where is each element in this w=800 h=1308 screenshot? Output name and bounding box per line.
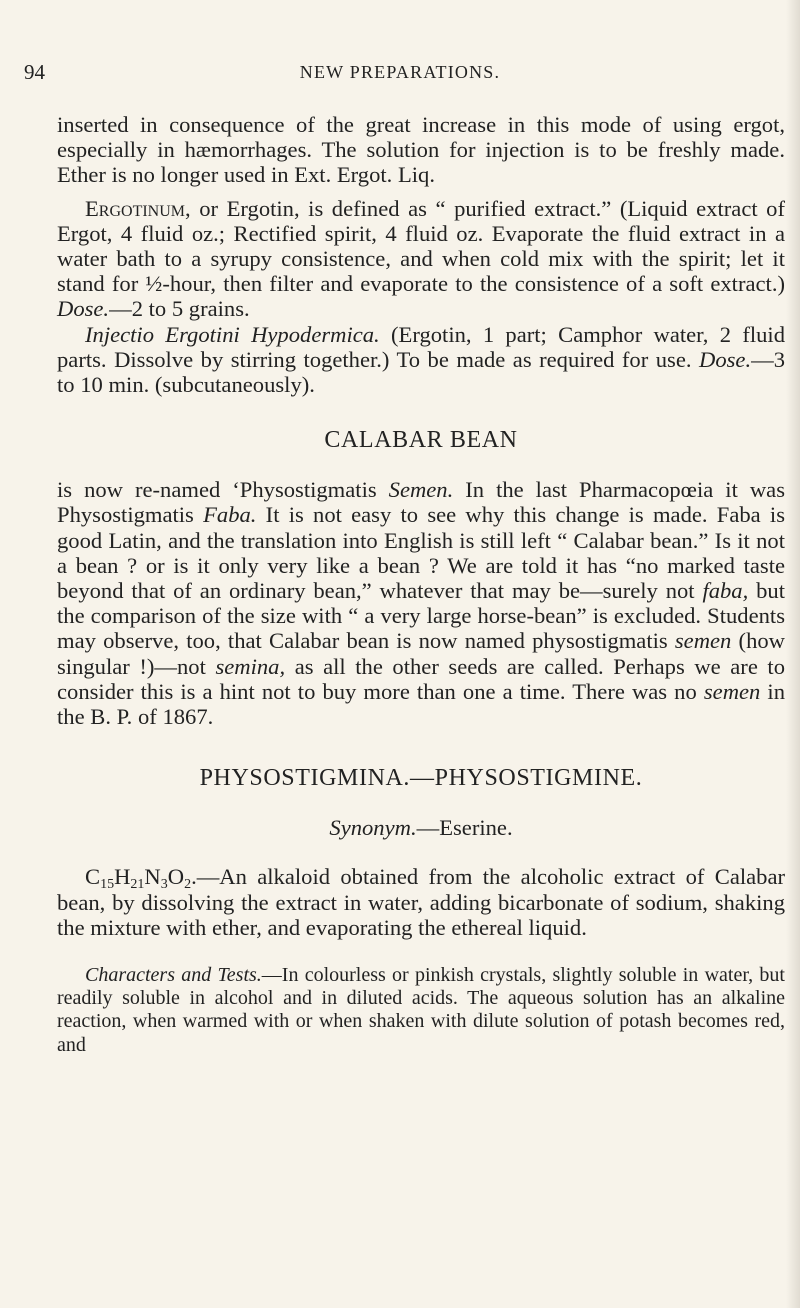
text-run: It is not easy to see why this change is made. Faba is good Latin, and the translation into English is still left “ Calabar bean.” Is it not a bean ? or is it only very like a bean ? We are told it has “no marked taste beyond that of an ordinary bean,” whatever that may be—surely not: [57, 502, 786, 604]
running-head: NEW PREPARATIONS.: [299, 62, 501, 82]
formula-element: O: [167, 864, 185, 890]
formula: [85, 864, 192, 893]
formula-element: N: [144, 864, 161, 890]
synonym-line: [57, 815, 785, 840]
italic-run: semen: [674, 628, 732, 654]
paragraph-characters-tests: [57, 964, 785, 1057]
page-body: [57, 112, 785, 1057]
formula-subscript: 15: [100, 877, 115, 893]
page-header: [0, 60, 800, 90]
term-ergotinum: Ergotinum,: [85, 195, 191, 221]
text-run: but the comparison of the size with “ a very large horse-bean” is excluded. Students may observe, too, that Calabar bean is now named physostigmatis: [57, 578, 785, 654]
dose-value: —2 to 5 grains.: [109, 296, 250, 322]
text-run: is now re-named ‘Physostigmatis: [57, 477, 389, 503]
paragraph-formula: [57, 864, 785, 940]
injectio-text: (Ergotin, 1 part; Camphor water, 2 fluid parts. Dissolve by stirring together.) To be made as required for use.: [57, 321, 785, 372]
text-run: (how singular !)—not: [57, 628, 785, 679]
characters-text: —In colourless or pinkish crystals, slightly soluble in water, but readily soluble in alcohol and in diluted acids. The aqueous solution has an alkaline reaction, when warmed with or when shaken with dilute solution of potash becomes red, and: [57, 964, 785, 1056]
paragraph-ergot-injection: inserted in consequence of the great increase in this mode of using ergot, especially in hæmorrhages. The solution for injection is to be freshly made. Ether is no longer used in Ext. Ergot. Liq.: [57, 112, 785, 188]
italic-run: semina,: [215, 653, 286, 679]
paragraph-calabar-bean: [57, 477, 785, 729]
section-heading-physostigmina: PHYSOSTIGMINA.—PHYSOSTIGMINE.: [199, 765, 643, 792]
page-edge-shadow: [786, 0, 800, 1308]
text-run: in the B. P. of 1867.: [57, 678, 786, 730]
text-run: In the last Pharmacopœia it was Physostigmatis: [57, 477, 785, 528]
formula-subscript: 21: [130, 877, 145, 893]
formula-element: H: [114, 864, 131, 890]
dose-label: Dose.: [699, 346, 752, 372]
italic-run: semen: [703, 678, 761, 704]
paragraph-injectio: [57, 322, 785, 398]
ergotinum-definition: or Ergotin, is defined as “ purified extract.” (Liquid extract of Ergot, 4 fluid oz.; Rectified spirit, 4 fluid oz. Evaporate the fluid extract in a water bath to a syrupy consistence, and when cold mix with the spirit; let it stand for ½-hour, then filter and evaporate to the consistence of a soft extract.): [57, 195, 785, 297]
text-run: as all the other seeds are called. Perhaps we are to consider this is a hint not to buy more than one a time. There was no: [57, 653, 785, 704]
italic-run: faba,: [702, 578, 749, 604]
synonym-label: Synonym.: [329, 815, 417, 841]
synonym-value: —Eserine.: [416, 815, 513, 841]
paragraph-ergotinum: [57, 196, 785, 322]
formula-description: .—An alkaloid obtained from the alcoholic extract of Calabar bean, by dissolving the extract in water, adding bicarbonate of sodium, shaking the mixture with ether, and evaporating the ethereal liquid.: [57, 864, 785, 940]
characters-label: Characters and Tests.: [85, 964, 262, 987]
formula-subscript: 3: [160, 877, 168, 893]
dose-value: —3 to 10 min. (subcutaneously).: [57, 346, 785, 398]
formula-element: C: [85, 864, 101, 890]
section-heading-calabar-bean: CALABAR BEAN: [324, 427, 518, 454]
italic-run: Semen.: [388, 477, 454, 503]
page-number: 94: [24, 60, 45, 84]
formula-subscript: 2: [184, 877, 192, 893]
italic-run: Faba.: [203, 502, 257, 528]
dose-label: Dose.: [57, 296, 110, 322]
injectio-title: Injectio Ergotini Hypodermica.: [85, 321, 380, 347]
